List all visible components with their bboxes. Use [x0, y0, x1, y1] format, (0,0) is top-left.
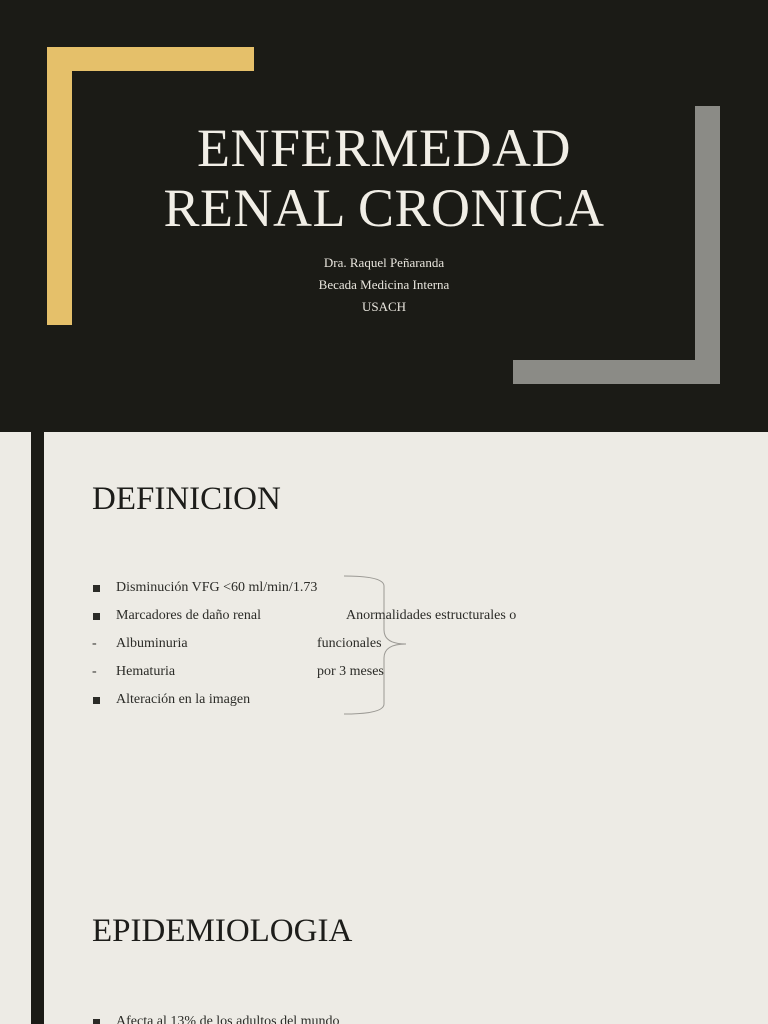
subtitle — [0, 252, 768, 318]
list-item-text: Afecta al 13% de los adultos del mundo — [116, 1014, 340, 1024]
list-item-text: Marcadores de daño renal — [116, 608, 261, 623]
author-role: Becada Medicina Interna — [318, 277, 450, 292]
definicion-heading: DEFINICION — [92, 481, 281, 517]
list-item-text: Hematuria — [116, 664, 176, 679]
institution: USACH — [361, 299, 407, 314]
epidemiologia-slide — [0, 864, 768, 1024]
gold-frame-top — [47, 47, 254, 71]
brace-note-line-2: funcionales — [317, 636, 382, 651]
title-line-2: RENAL CRONICA — [163, 178, 605, 238]
list-item-text: Albuminuria — [116, 636, 188, 651]
brace-note-line-1: Anormalidades estructurales o — [346, 608, 517, 623]
slide-left-bar — [31, 432, 44, 864]
brace-note-line-3: por 3 meses — [317, 664, 384, 679]
title-line-1: ENFERMEDAD — [196, 118, 571, 178]
slide-left-bar — [31, 864, 44, 1024]
epidemiologia-heading: EPIDEMIOLOGIA — [92, 913, 353, 949]
gray-frame-bottom — [513, 360, 720, 384]
dash-bullet-icon: - — [92, 636, 97, 651]
definicion-slide — [0, 432, 768, 864]
dash-bullet-icon: - — [92, 664, 97, 679]
main-title — [0, 118, 768, 238]
list-item-text: Alteración en la imagen — [116, 692, 251, 707]
title-slide — [0, 0, 768, 432]
author-name: Dra. Raquel Peñaranda — [323, 255, 445, 270]
list-item-text: Disminución VFG <60 ml/min/1.73 — [116, 580, 318, 595]
